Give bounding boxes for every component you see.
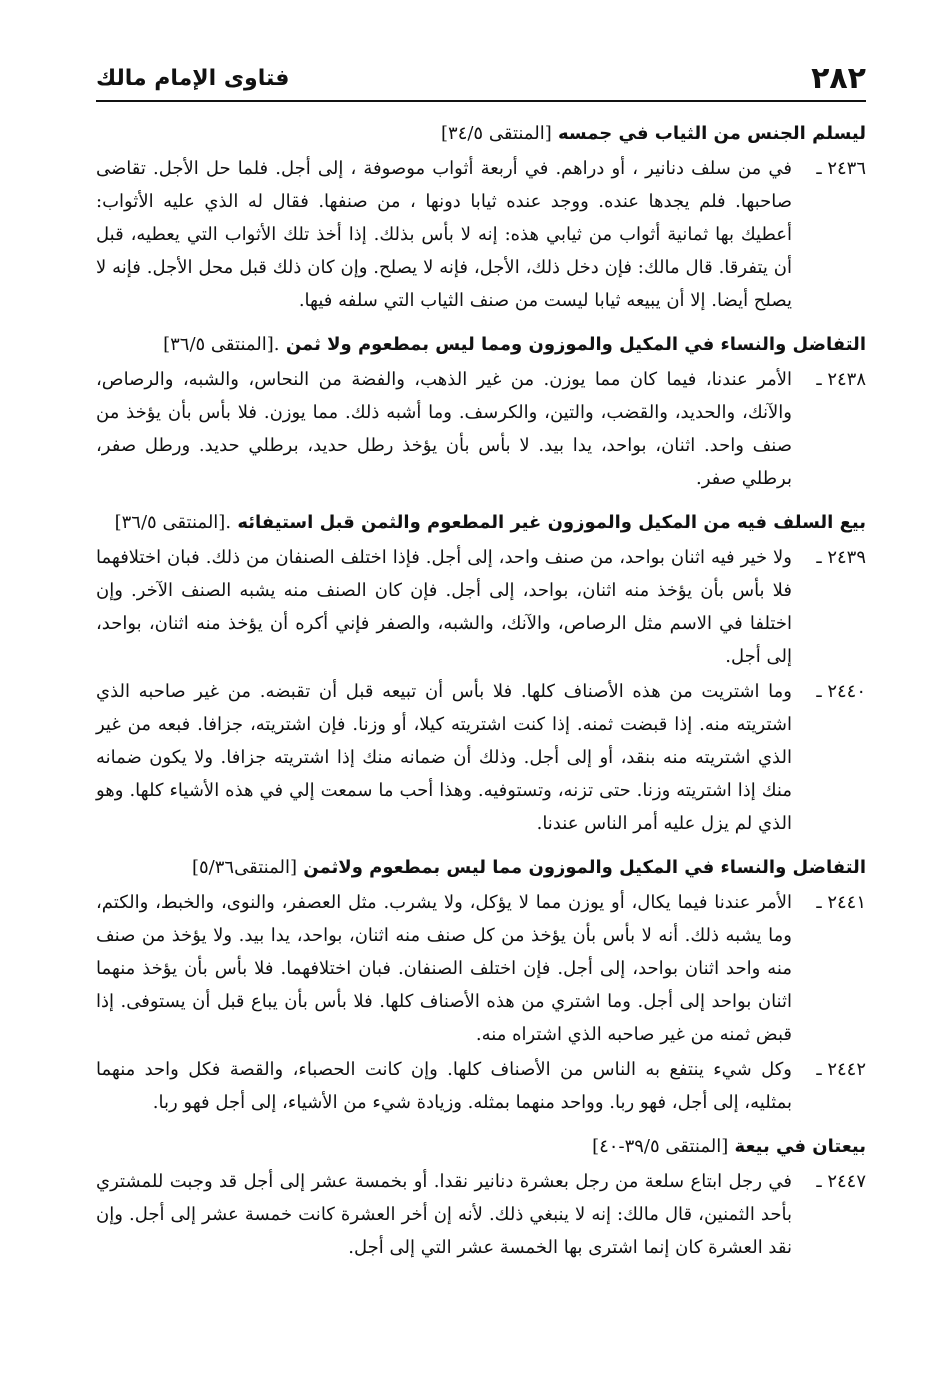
running-title: فتاوى الإمام مالك (96, 65, 290, 91)
fatwa-entry (96, 675, 866, 840)
section-heading (96, 118, 866, 150)
section-title: ليسلم الجنس من الثياب في جمسه (558, 123, 866, 144)
section-reference: [المنتقى ٣٩/٥-٤٠] (592, 1136, 729, 1157)
entry-number: ٢٤٣٩ ـ (816, 547, 866, 568)
page-header (96, 56, 866, 102)
section-reference: .[المنتقى ٣٦/٥] (114, 512, 232, 533)
entry-text: ولا خير فيه اثنان بواحد، من صنف واحد، إلى أجل. فإذا اختلف الصنفان من ذلك. فبان اختلافهما فلا بأس بأن يؤخذ منه اثنان، بواحد، إلى أجل. فإن كان الصنف منه يشبه الصنف الآخر. وإن اختلفا في الاسم مثل الرصاص، والآنك، والشبه، والصفر فإني أكره أن يؤخذ منه اثنان، بواحد، إلى أجل. (96, 547, 792, 667)
entry-number: ٢٤٣٦ ـ (816, 158, 866, 179)
page-number: ٢٨٢ (811, 60, 866, 96)
section-title: بيعتان في بيعة (734, 1136, 866, 1157)
section-title: التفاضل والنساء في المكيل والموزون ومما ليس بمطعوم ولا ثمن (285, 334, 866, 355)
entry-text: في رجل ابتاع سلعة من رجل بعشرة دنانير نقدا. أو بخمسة عشر إلى أجل قد وجبت للمشتري بأحد الثمنين، قال مالك: إنه لا ينبغي ذلك. لأنه إن أخر العشرة كانت خمسة عشر إلى أجل. وإن نقد العشرة كان إنما اشترى بها الخمسة عشر التي إلى أجل. (96, 1171, 792, 1258)
page-content (96, 118, 866, 1276)
entry-number: ٢٤٤٠ ـ (816, 681, 866, 702)
fatwa-entry (96, 886, 866, 1051)
fatwa-entry (96, 1165, 866, 1264)
section-heading (96, 507, 866, 539)
section (96, 1131, 866, 1264)
section-heading (96, 852, 866, 884)
entry-text: الأمر عندنا فيما يكال، أو يوزن مما لا يؤكل، ولا يشرب. مثل العصفر، والنوى، والخبط، والكتم، وما يشبه ذلك. أنه لا بأس بأن يؤخذ من كل صنف منه اثنان، بواحد، يدا بيد. ولا يؤخذ من صنف منه واحد اثنان بواحد، إلى أجل. فإن اختلف الصنفان. فبان اختلافهما. فلا بأس بأن يؤخذ منهما اثنان بواحد إلى أجل. وما اشتري من هذه الأصناف كلها. فلا بأس بأن يباع قبل أن يستوفى. إذا قبض ثمنه من غير صاحبه الذي اشتراه منه. (96, 892, 792, 1045)
section (96, 118, 866, 317)
entry-text: وما اشتريت من هذه الأصناف كلها. فلا بأس أن تبيعه قبل أن تقبضه. من غير صاحبه الذي اشتريته منه. إذا قبضت ثمنه. إذا كنت اشتريته كيلا، أو وزنا. فإن اشتريته، جزافا. فبعه من غير الذي اشتريته منه بنقد، أو إلى أجل. وذلك أن ضمانه منك إذا اشتريته جزافا. ولا يكون ضمانه منك إذا اشتريته وزنا. حتى تزنه، وتستوفيه. وهذا أحب ما سمعت إلي في هذه الأشياء كلها. وهو الذي لم يزل عليه أمر الناس عندنا. (96, 681, 792, 834)
fatwa-entry (96, 152, 866, 317)
section-title: بيع السلف فيه من المكيل والموزون غير المطعوم والثمن قبل استيفائه (237, 512, 866, 533)
section (96, 329, 866, 495)
section-heading (96, 1131, 866, 1163)
entry-text: في من سلف دنانير ، أو دراهم. في أربعة أثواب موصوفة ، إلى أجل. فلما حل الأجل. تقاضى صاحبها. فلم يجدها عنده. ووجد عنده ثيابا دونها ، من صنفها. فقال له الذي عليه الأثواب: أعطيك بها ثمانية أثواب من ثيابي هذه: إنه لا بأس بذلك. إذا أخذ تلك الأثواب التي يعطيه، قبل أن يتفرقا. قال مالك: فإن دخل ذلك، الأجل، فإنه لا يصلح. وإن كان ذلك قبل محل الأجل. فإنه لا يصلح أيضا. إلا أن يبيعه ثيابا ليست من صنف الثياب التي سلفه فيها. (96, 158, 792, 311)
section-title: التفاضل والنساء في المكيل والموزون مما ليس بمطعوم ولاثمن (303, 857, 866, 878)
section (96, 852, 866, 1119)
entry-number: ٢٤٤٧ ـ (816, 1171, 866, 1192)
section-heading (96, 329, 866, 361)
fatwa-entry (96, 363, 866, 495)
section (96, 507, 866, 840)
section-reference: .[المنتقى ٣٦/٥] (163, 334, 280, 355)
section-reference: [المنتقى٥/٣٦] (191, 857, 297, 878)
section-reference: [المنتقى ٣٤/٥] (441, 123, 552, 144)
entry-text: الأمر عندنا، فيما كان مما يوزن. من غير الذهب، والفضة من النحاس، والشبه، والرصاص، والآنك، والحديد، والقضب، والتين، والكرسف. وما أشبه ذلك. مما يوزن. فلا بأس بأن يؤخذ من صنف واحد. اثنان، بواحد، يدا بيد. لا بأس بأن يؤخذ رطل حديد، برطلي حديد. ورطل صفر، برطلي صفر. (96, 369, 792, 489)
fatwa-entry (96, 541, 866, 673)
entry-number: ٢٤٤٢ ـ (816, 1059, 866, 1080)
entry-number: ٢٤٣٨ ـ (816, 369, 866, 390)
entry-text: وكل شيء ينتفع به الناس من الأصناف كلها. وإن كانت الحصباء، والقصة فكل واحد منهما بمثليه، إلى أجل، فهو ربا. وواحد منهما بمثله. وزيادة شيء من الأشياء، إلى أجل فهو ربا. (96, 1059, 792, 1113)
fatwa-entry (96, 1053, 866, 1119)
entry-number: ٢٤٤١ ـ (816, 892, 866, 913)
